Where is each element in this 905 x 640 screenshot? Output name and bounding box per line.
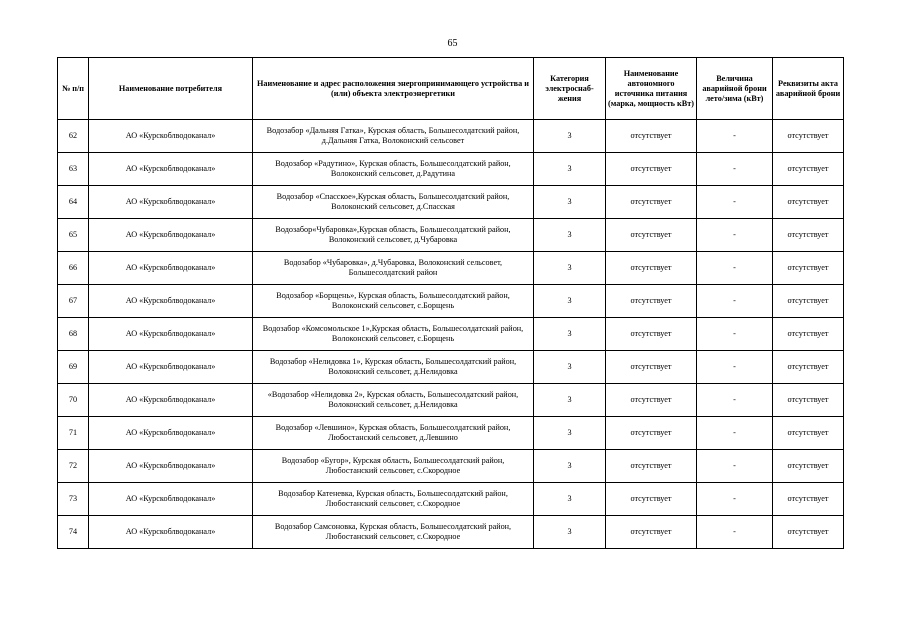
cell-address: Водозабор «Левшино», Курская область, Большесолдатский район, Любостанский сельсовет, д.Левшино — [253, 417, 534, 450]
cell-source: отсутствует — [606, 384, 697, 417]
cell-consumer: АО «Курскоблводоканал» — [89, 384, 253, 417]
cell-act: отсутствует — [773, 219, 844, 252]
table-row — [58, 153, 844, 186]
cell-source: отсутствует — [606, 219, 697, 252]
cell-address: Водозабор Катеневка, Курская область, Большесолдатский район, Любостанский сельсовет, с.Скородное — [253, 483, 534, 516]
cell-address: Водозабор «Дальняя Гатка», Курская область, Большесолдатский район, д.Дальняя Гатка, Волоконский сельсовет — [253, 120, 534, 153]
cell-category: 3 — [534, 186, 606, 219]
cell-address: Водозабор «Чубаровка», д.Чубаровка, Волоконский сельсовет, Большесолдатский район — [253, 252, 534, 285]
cell-source: отсутствует — [606, 153, 697, 186]
table-row — [58, 285, 844, 318]
cell-consumer: АО «Курскоблводоканал» — [89, 516, 253, 549]
cell-act: отсутствует — [773, 285, 844, 318]
cell-address: Водозабор «Спасское»,Курская область, Большесолдатский район, Волоконский сельсовет, д.Спасская — [253, 186, 534, 219]
cell-source: отсутствует — [606, 318, 697, 351]
table-row — [58, 516, 844, 549]
cell-category: 3 — [534, 516, 606, 549]
cell-act: отсутствует — [773, 384, 844, 417]
table-row — [58, 450, 844, 483]
table-row — [58, 318, 844, 351]
cell-category: 3 — [534, 252, 606, 285]
cell-source: отсутствует — [606, 186, 697, 219]
cell-num: 66 — [58, 252, 89, 285]
cell-reserve: - — [697, 417, 773, 450]
cell-consumer: АО «Курскоблводоканал» — [89, 318, 253, 351]
header-row — [58, 58, 844, 120]
header-num: № п/п — [58, 58, 89, 120]
cell-consumer: АО «Курскоблводоканал» — [89, 186, 253, 219]
cell-act: отсутствует — [773, 450, 844, 483]
cell-category: 3 — [534, 219, 606, 252]
cell-act: отсутствует — [773, 186, 844, 219]
header-category: Категория электроснаб-жения — [534, 58, 606, 120]
cell-category: 3 — [534, 483, 606, 516]
cell-act: отсутствует — [773, 120, 844, 153]
cell-num: 65 — [58, 219, 89, 252]
cell-act: отсутствует — [773, 516, 844, 549]
cell-num: 69 — [58, 351, 89, 384]
cell-reserve: - — [697, 450, 773, 483]
header-act: Реквизиты акта аварийной брони — [773, 58, 844, 120]
cell-consumer: АО «Курскоблводоканал» — [89, 483, 253, 516]
cell-address: Водозабор «Радутино», Курская область, Большесолдатский район, Волоконский сельсовет, д.Радутина — [253, 153, 534, 186]
cell-consumer: АО «Курскоблводоканал» — [89, 285, 253, 318]
cell-reserve: - — [697, 351, 773, 384]
cell-address: Водозабор«Чубаровка»,Курская область, Большесолдатский район, Волоконский сельсовет, д.Чубаровка — [253, 219, 534, 252]
cell-consumer: АО «Курскоблводоканал» — [89, 219, 253, 252]
cell-act: отсутствует — [773, 351, 844, 384]
table-row — [58, 483, 844, 516]
cell-num: 70 — [58, 384, 89, 417]
cell-reserve: - — [697, 252, 773, 285]
table-row — [58, 219, 844, 252]
cell-consumer: АО «Курскоблводоканал» — [89, 252, 253, 285]
table-row — [58, 120, 844, 153]
table-row — [58, 351, 844, 384]
table-row — [58, 384, 844, 417]
header-source: Наименование автономного источника питания (марка, мощность кВт) — [606, 58, 697, 120]
table-header — [58, 58, 844, 120]
cell-consumer: АО «Курскоблводоканал» — [89, 417, 253, 450]
table-body — [58, 120, 844, 549]
cell-reserve: - — [697, 219, 773, 252]
table-row — [58, 186, 844, 219]
cell-reserve: - — [697, 318, 773, 351]
cell-address: Водозабор «Бугор», Курская область, Большесолдатский район, Любостанский сельсовет, с.Скородное — [253, 450, 534, 483]
cell-address: Водозабор «Комсомольское 1»,Курская область, Большесолдатский район, Волоконский сельсовет, с.Борщень — [253, 318, 534, 351]
cell-num: 68 — [58, 318, 89, 351]
header-consumer: Наименование потребителя — [89, 58, 253, 120]
table-row — [58, 252, 844, 285]
cell-source: отсутствует — [606, 252, 697, 285]
cell-category: 3 — [534, 120, 606, 153]
cell-reserve: - — [697, 120, 773, 153]
cell-act: отсутствует — [773, 252, 844, 285]
cell-num: 74 — [58, 516, 89, 549]
cell-reserve: - — [697, 516, 773, 549]
cell-num: 67 — [58, 285, 89, 318]
cell-category: 3 — [534, 318, 606, 351]
cell-act: отсутствует — [773, 153, 844, 186]
cell-address: Водозабор Самсоновка, Курская область, Большесолдатский район, Любостанский сельсовет, с.Скородное — [253, 516, 534, 549]
header-reserve: Величина аварийной брони лето/зима (кВт) — [697, 58, 773, 120]
cell-consumer: АО «Курскоблводоканал» — [89, 120, 253, 153]
cell-category: 3 — [534, 351, 606, 384]
cell-act: отсутствует — [773, 483, 844, 516]
cell-address: Водозабор «Борщень», Курская область, Большесолдатский район, Волоконский сельсовет, с.Борщень — [253, 285, 534, 318]
page-number: 65 — [447, 38, 458, 49]
cell-source: отсутствует — [606, 120, 697, 153]
cell-source: отсутствует — [606, 285, 697, 318]
cell-source: отсутствует — [606, 450, 697, 483]
cell-reserve: - — [697, 285, 773, 318]
cell-consumer: АО «Курскоблводоканал» — [89, 153, 253, 186]
table-row — [58, 417, 844, 450]
cell-category: 3 — [534, 153, 606, 186]
cell-num: 64 — [58, 186, 89, 219]
cell-num: 63 — [58, 153, 89, 186]
cell-category: 3 — [534, 417, 606, 450]
header-address: Наименование и адрес расположения энергопринимающего устройства и (или) объекта электроэнергетики — [253, 58, 534, 120]
cell-num: 73 — [58, 483, 89, 516]
cell-consumer: АО «Курскоблводоканал» — [89, 450, 253, 483]
cell-reserve: - — [697, 186, 773, 219]
cell-consumer: АО «Курскоблводоканал» — [89, 351, 253, 384]
cell-source: отсутствует — [606, 417, 697, 450]
cell-reserve: - — [697, 483, 773, 516]
cell-reserve: - — [697, 153, 773, 186]
cell-address: Водозабор «Нелидовка 1», Курская область, Большесолдатский район, Волоконский сельсовет, д.Нелидовка — [253, 351, 534, 384]
cell-source: отсутствует — [606, 351, 697, 384]
cell-num: 72 — [58, 450, 89, 483]
cell-category: 3 — [534, 285, 606, 318]
cell-category: 3 — [534, 450, 606, 483]
cell-source: отсутствует — [606, 516, 697, 549]
consumers-table — [57, 57, 844, 549]
cell-num: 71 — [58, 417, 89, 450]
cell-reserve: - — [697, 384, 773, 417]
cell-address: «Водозабор «Нелидовка 2», Курская область, Большесолдатский район, Волоконский сельсовет, д.Нелидовка — [253, 384, 534, 417]
cell-act: отсутствует — [773, 417, 844, 450]
cell-num: 62 — [58, 120, 89, 153]
cell-act: отсутствует — [773, 318, 844, 351]
cell-category: 3 — [534, 384, 606, 417]
cell-source: отсутствует — [606, 483, 697, 516]
